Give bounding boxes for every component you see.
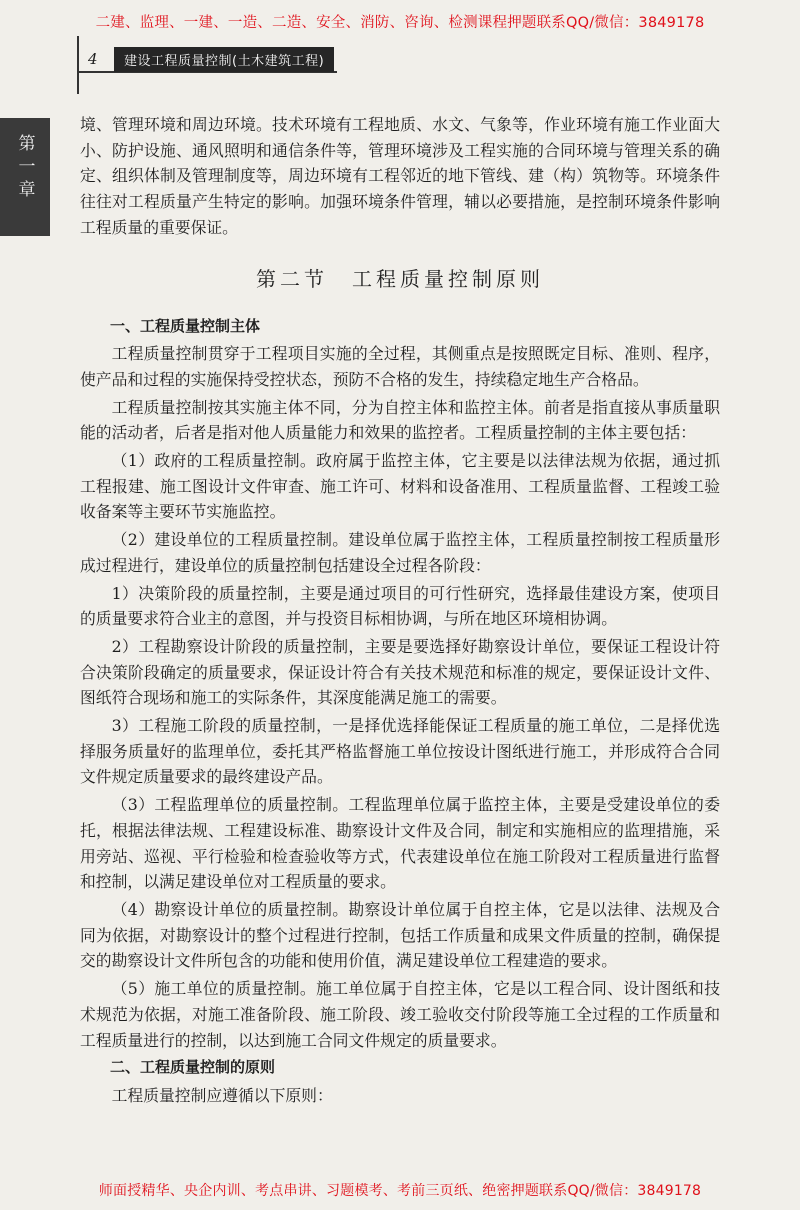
intro-paragraph: 境、管理环境和周边环境。技术环境有工程地质、水文、气象等，作业环境有施工作业面大小、防护设施、通风照明和通信条件等，管理环境涉及工程实施的合同环境与管理关系的确定、组织体制及管理制度等，周边环境有工程邻近的地下管线、建（构）筑物等。环境条件往往对工程质量产生特定的影响。加强环境条件管理，辅以必要措施，是控制环境条件影响工程质量的重要保证。 [80, 115, 720, 237]
running-header [78, 47, 334, 71]
paragraph: 工程质量控制按其实施主体不同，分为自控主体和监控主体。前者是指直接从事质量职能的活动者，后者是指对他人质量能力和效果的监控者。工程质量控制的主体主要包括： [80, 397, 720, 443]
paragraph: 工程质量控制应遵循以下原则： [111, 1085, 333, 1105]
paragraph: （2）建设单位的工程质量控制。建设单位属于监控主体，工程质量控制按工程质量形成过程进行，建设单位的质量控制包括建设全过程各阶段： [80, 530, 720, 575]
chapter-tab-label: 第一章 [14, 134, 35, 203]
subsection-heading-1: 一、工程质量控制主体 [110, 316, 261, 335]
subsection-heading-2: 二、工程质量控制的原则 [110, 1058, 276, 1077]
paragraph: 工程质量控制贯穿于工程项目实施的全过程，其侧重点是按照既定目标、准则、程序，使产品和过程的实施保持受控状态，预防不合格的发生，持续稳定地生产合格品。 [80, 344, 720, 389]
paragraph: 1）决策阶段的质量控制，主要是通过项目的可行性研究，选择最佳建设方案，使项目的质量要求符合业主的意图，并与投资目标相协调，与所在地区环境相协调。 [80, 583, 720, 629]
paragraph: （4）勘察设计单位的质量控制。勘察设计单位属于自控主体，它是以法律、法规及合同为依据，对勘察设计的整个过程进行控制，包括工作质量和成果文件质量的控制，确保提交的勘察设计文件所包含的功能和使用价值，满足建设单位工程建造的要求。 [80, 899, 720, 971]
section-title: 第二节 工程质量控制原则 [256, 266, 544, 291]
paragraph: 3）工程施工阶段的质量控制，一是择优选择能保证工程质量的施工单位，二是择优选择服务质量好的监理单位，委托其严格监督施工单位按设计图纸进行施工，并形成符合合同文件规定质量要求的最终建设产品。 [80, 716, 720, 787]
paragraph: （5）施工单位的质量控制。施工单位属于自控主体，它是以工程合同、设计图纸和技术规范为依据，对施工准备阶段、施工阶段、竣工验收交付阶段等施工全过程的工作质量和工程质量进行的控制，以达到施工合同文件规定的质量要求。 [80, 979, 720, 1050]
promo-banner-bottom: 师面授精华、央企内训、考点串讲、习题模考、考前三页纸、绝密押题联系QQ/微信：3849178 [98, 1183, 702, 1199]
paragraph: 2）工程勘察设计阶段的质量控制，主要是要选择好勘察设计单位，要保证工程设计符合决策阶段确定的质量要求，保证设计符合有关技术规范和标准的规定，要保证设计文件、图纸符合现场和施工的实际条件，其深度能满足施工的需要。 [80, 636, 720, 708]
chapter-tab [0, 118, 50, 236]
promo-banner-top: 二建、监理、一建、一造、二造、安全、消防、咨询、检测课程押题联系QQ/微信：3849178 [95, 15, 705, 31]
paragraph: （3）工程监理单位的质量控制。工程监理单位属于监控主体，主要是受建设单位的委托，根据法律法规、工程建设标准、勘察设计文件及合同，制定和实施相应的监理措施，采用旁站、巡视、平行检验和检查验收等方式，代表建设单位在施工阶段对工程质量进行监督和控制，以满足建设单位对工程质量的要求。 [80, 795, 720, 892]
page-number: 4 [88, 50, 98, 68]
page-body [80, 112, 720, 1111]
book-title: 建设工程质量控制(土木建筑工程) [114, 47, 334, 72]
paragraph: （1）政府的工程质量控制。政府属于监控主体，它主要是以法律法规为依据，通过抓工程报建、施工图设计文件审查、施工许可、材料和设备准用、工程质量监督、工程竣工验收备案等主要环节实施监控。 [80, 451, 720, 522]
